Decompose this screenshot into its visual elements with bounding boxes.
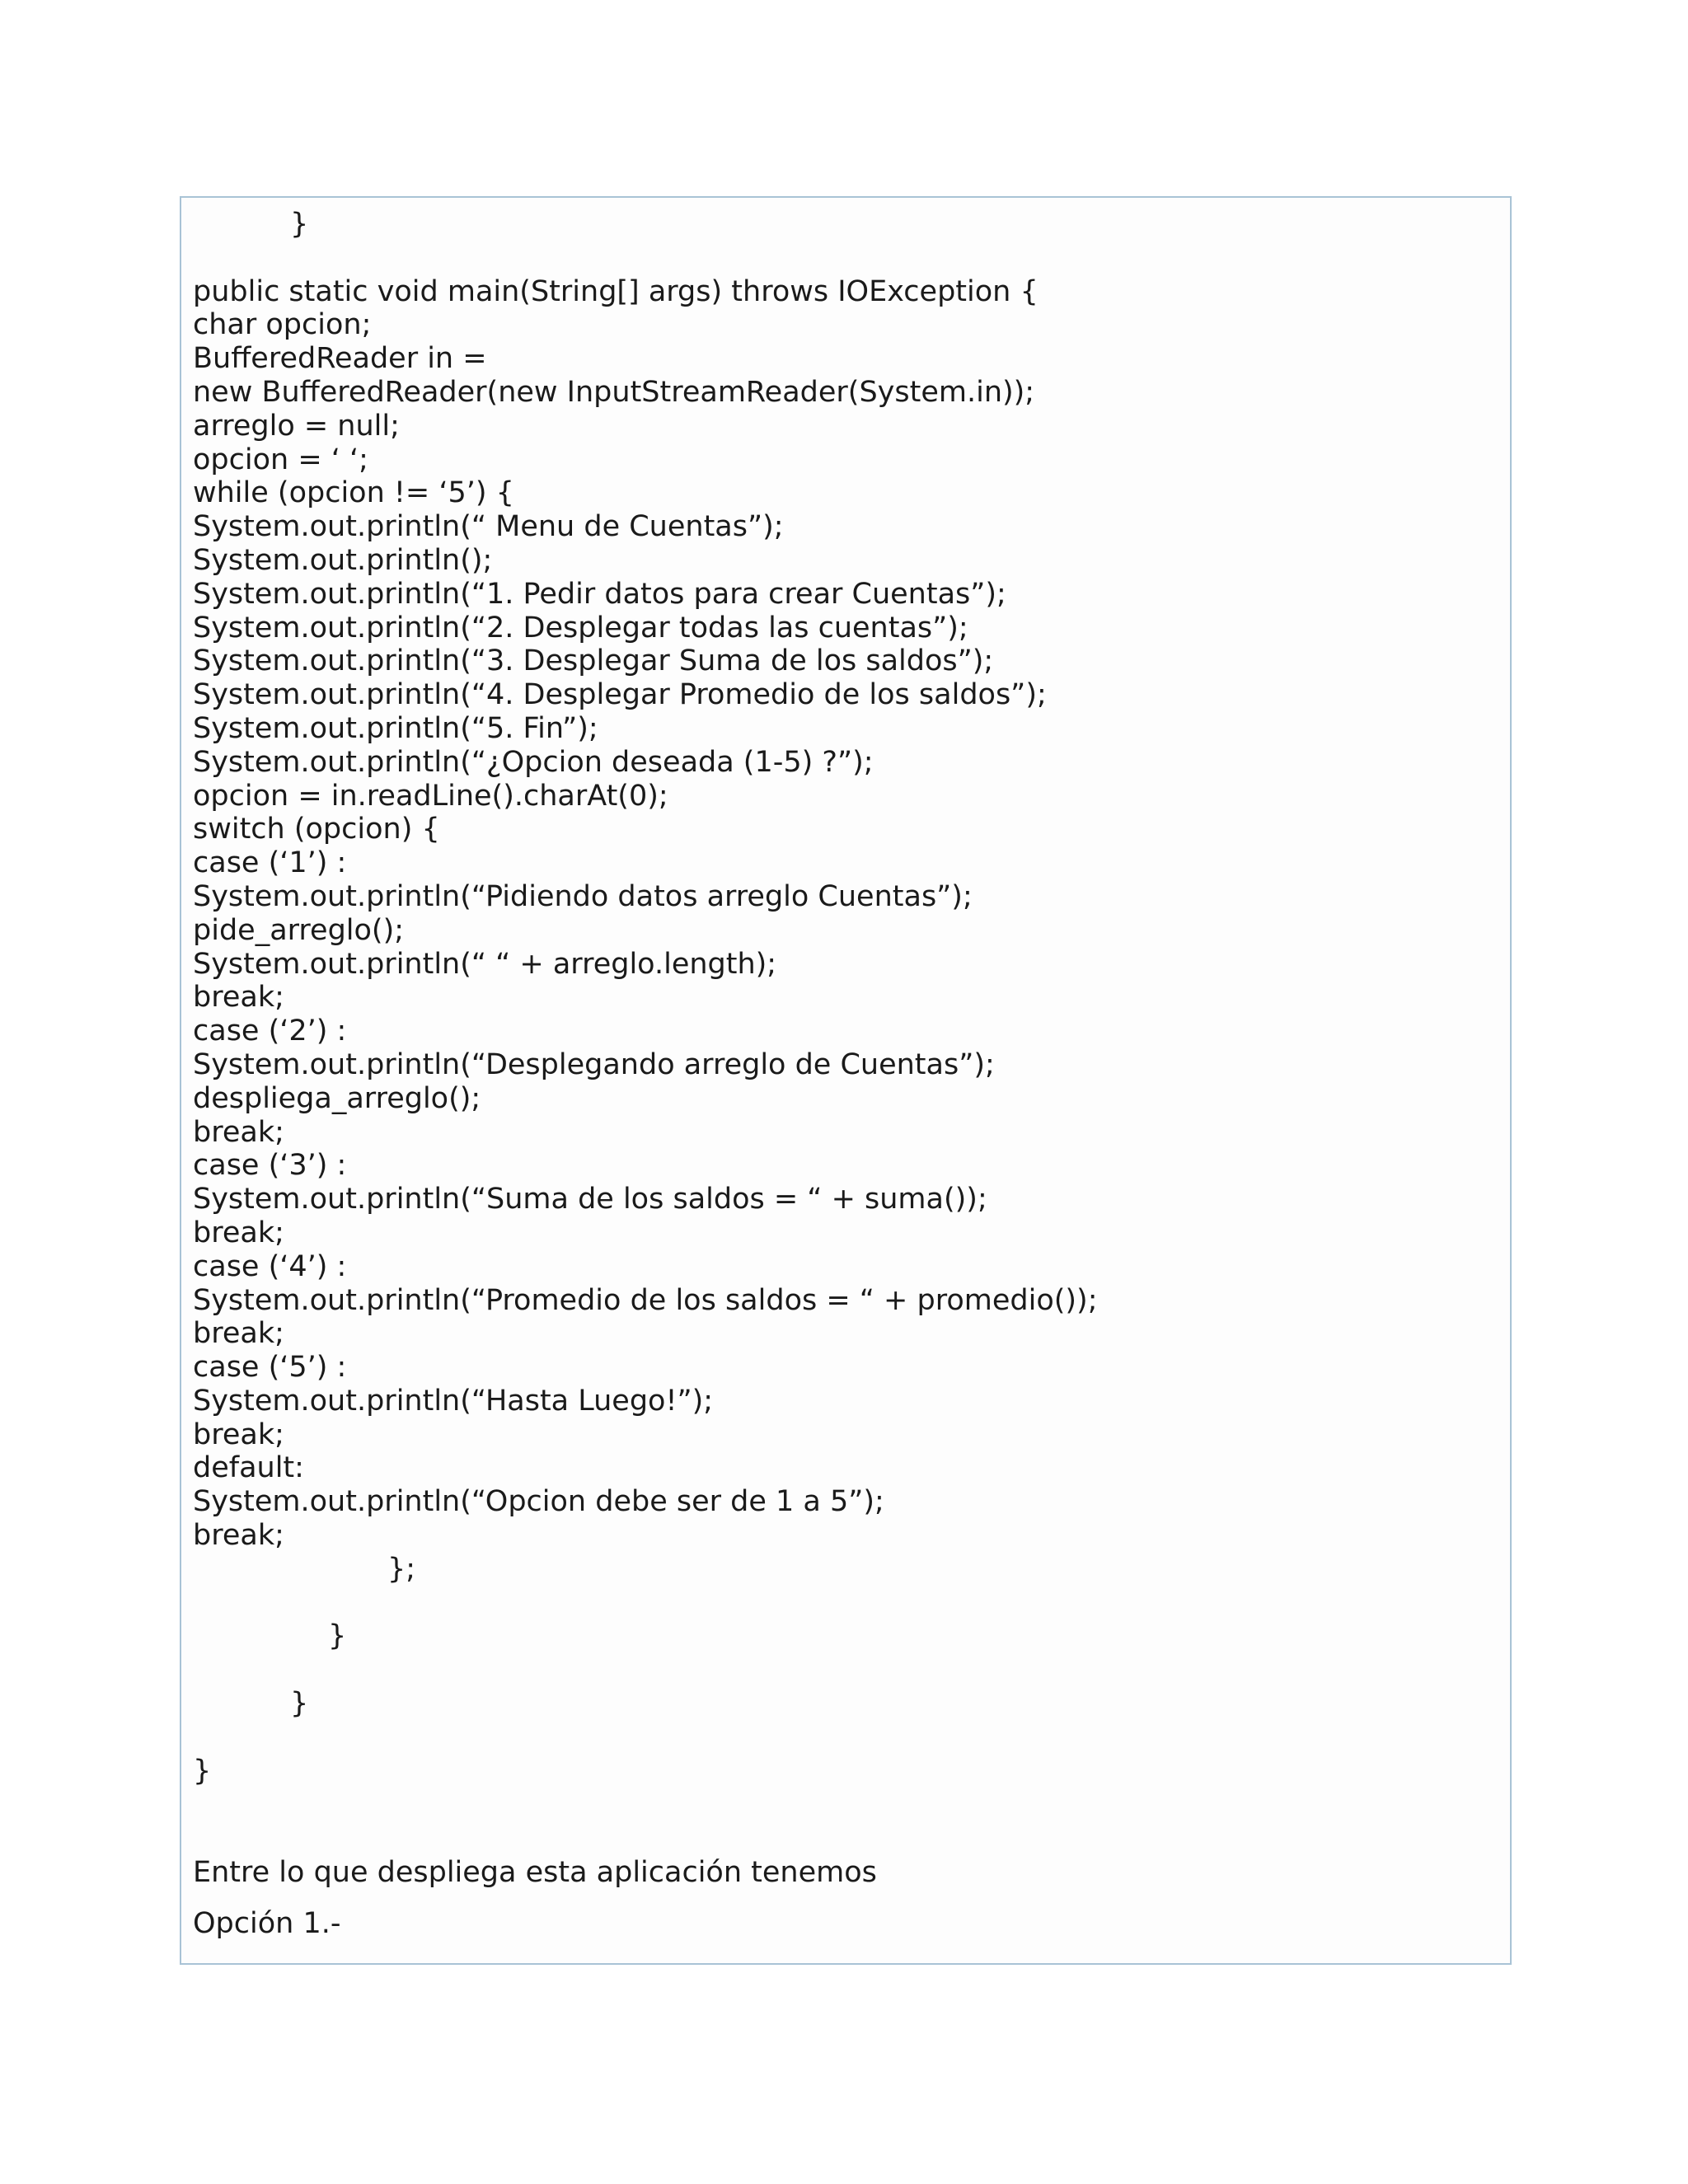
code-line: System.out.println(“ “ + arreglo.length); — [193, 947, 777, 981]
code-line: System.out.println(“Pidiendo datos arreglo Cuentas”); — [193, 879, 973, 913]
code-line: } — [290, 208, 309, 241]
blank-line — [193, 1721, 1498, 1755]
code-block — [193, 208, 1498, 1788]
code-line: default: — [193, 1451, 304, 1485]
code-line: case (‘4’) : — [193, 1249, 347, 1283]
document-frame — [180, 196, 1512, 1965]
code-line: opcion = in.readLine().charAt(0); — [193, 779, 668, 813]
code-line: break; — [193, 1519, 284, 1553]
code-line: new BufferedReader(new InputStreamReader(System.in)); — [193, 375, 1035, 409]
code-line: while (opcion != ‘5’) { — [193, 476, 514, 510]
code-line: BufferedReader in = — [193, 342, 487, 376]
code-line: System.out.println(“Desplegando arreglo de Cuentas”); — [193, 1047, 995, 1081]
prose-intro: Entre lo que despliega esta aplicación tenemos — [193, 1856, 877, 1889]
code-line: System.out.println(“Suma de los saldos = “ + suma()); — [193, 1183, 987, 1216]
code-line: break; — [193, 1216, 284, 1249]
code-line: break; — [193, 1115, 284, 1149]
code-line: } — [290, 1687, 309, 1721]
code-line: break; — [193, 981, 284, 1015]
code-line: char opcion; — [193, 308, 372, 342]
blank-line — [193, 241, 1498, 275]
code-line: System.out.println(“4. Desplegar Promedio de los saldos”); — [193, 678, 1047, 712]
code-line: opcion = ‘ ‘; — [193, 443, 368, 476]
code-line: System.out.println(“5. Fin”); — [193, 711, 598, 745]
code-line: despliega_arreglo(); — [193, 1081, 481, 1115]
code-line: System.out.println(“ Menu de Cuentas”); — [193, 510, 784, 544]
code-line: break; — [193, 1418, 284, 1451]
code-line: arreglo = null; — [193, 409, 400, 443]
prose-option: Opción 1.- — [193, 1907, 341, 1940]
blank-line — [193, 1653, 1498, 1687]
code-line: System.out.println(“2. Desplegar todas las cuentas”); — [193, 611, 968, 644]
code-line: System.out.println(“1. Pedir datos para crear Cuentas”); — [193, 577, 1006, 611]
code-line: System.out.println(“Opcion debe ser de 1 a 5”); — [193, 1485, 884, 1519]
blank-line — [193, 1586, 1498, 1620]
code-line: System.out.println(“3. Desplegar Suma de los saldos”); — [193, 644, 994, 678]
code-line: case (‘2’) : — [193, 1015, 347, 1048]
code-line: break; — [193, 1317, 284, 1351]
code-line: case (‘1’) : — [193, 846, 347, 880]
code-line: case (‘5’) : — [193, 1351, 347, 1385]
code-line: pide_arreglo(); — [193, 913, 405, 947]
code-line: System.out.println(“¿Opcion deseada (1-5) ?”); — [193, 745, 874, 779]
code-line: System.out.println(“Promedio de los saldos = “ + promedio()); — [193, 1283, 1098, 1317]
code-line: case (‘3’) : — [193, 1149, 347, 1183]
code-line: }; — [387, 1552, 416, 1586]
code-line: } — [193, 1754, 212, 1788]
code-line: switch (opcion) { — [193, 813, 440, 846]
code-line: public static void main(String[] args) throws IOException { — [193, 274, 1039, 308]
code-line: } — [328, 1619, 347, 1653]
code-line: System.out.println(“Hasta Luego!”); — [193, 1384, 714, 1418]
code-line: System.out.println(); — [193, 543, 493, 577]
